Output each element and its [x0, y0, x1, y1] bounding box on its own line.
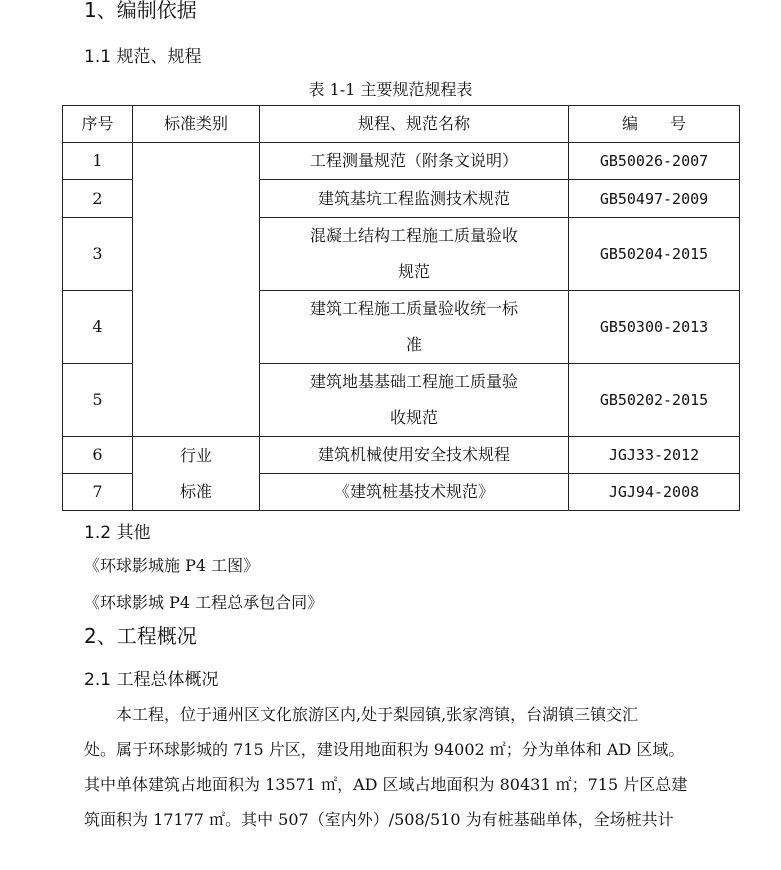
reference-item: 《环球影城 P4 工程总承包合同》 — [84, 593, 324, 612]
cell-seq: 4 — [63, 291, 133, 364]
header-name: 规程、规范名称 — [260, 106, 569, 143]
header-category: 标准类别 — [133, 106, 260, 143]
subsection-heading-other: 1.2 其他 — [84, 523, 151, 543]
paragraph-line: 其中单体建筑占地面积为 13571 ㎡，AD 区域占地面积为 80431 ㎡；715 片区总建 — [84, 775, 688, 794]
cell-code: GB50204-2015 — [569, 218, 740, 291]
cell-code: GB50202-2015 — [569, 364, 740, 437]
paragraph-line: 处。属于环球影城的 715 片区，建设用地面积为 94002 ㎡；分为单体和 AD 区域。 — [84, 740, 685, 759]
paragraph-line: 筑面积为 17177 ㎡。其中 507（室内外）/508/510 为有桩基础单体，全场桩共计 — [84, 810, 674, 829]
header-code: 编 号 — [569, 106, 740, 143]
paragraph-line: 本工程，位于通州区文化旅游区内,处于梨园镇,张家湾镇，台湖镇三镇交汇 — [116, 705, 639, 724]
section-heading-overview: 2、工程概况 — [84, 624, 197, 648]
cell-seq: 2 — [63, 180, 133, 218]
cell-seq: 6 — [63, 437, 133, 474]
subsection-heading-specs: 1.1 规范、规程 — [84, 47, 202, 67]
cell-seq: 3 — [63, 218, 133, 291]
cell-code: JGJ33-2012 — [569, 437, 740, 474]
cell-category — [133, 143, 260, 437]
subsection-heading-overview: 2.1 工程总体概况 — [84, 670, 219, 690]
cell-seq: 7 — [63, 474, 133, 511]
cell-seq: 5 — [63, 364, 133, 437]
table-caption: 表 1-1 主要规范规程表 — [308, 80, 473, 99]
cell-name: 建筑地基基础工程施工质量验 收规范 — [260, 364, 569, 437]
cell-code: JGJ94-2008 — [569, 474, 740, 511]
table-header-row — [63, 106, 740, 143]
section-heading-basis: 1、编制依据 — [84, 0, 197, 22]
cell-category: 行业 标准 — [133, 437, 260, 511]
cell-code: GB50300-2013 — [569, 291, 740, 364]
table-row — [63, 437, 740, 474]
cell-seq: 1 — [63, 143, 133, 180]
cell-code: GB50026-2007 — [569, 143, 740, 180]
cell-name: 《建筑桩基技术规范》 — [260, 474, 569, 511]
cell-name: 工程测量规范（附条文说明） — [260, 143, 569, 180]
reference-item: 《环球影城施 P4 工图》 — [84, 556, 260, 575]
cell-name: 建筑基坑工程监测技术规范 — [260, 180, 569, 218]
specs-table — [62, 105, 740, 511]
cell-name: 混凝土结构工程施工质量验收 规范 — [260, 218, 569, 291]
cell-code: GB50497-2009 — [569, 180, 740, 218]
table-row — [63, 143, 740, 180]
cell-name: 建筑机械使用安全技术规程 — [260, 437, 569, 474]
header-seq: 序号 — [63, 106, 133, 143]
overview-paragraph — [84, 697, 724, 837]
cell-name: 建筑工程施工质量验收统一标 准 — [260, 291, 569, 364]
